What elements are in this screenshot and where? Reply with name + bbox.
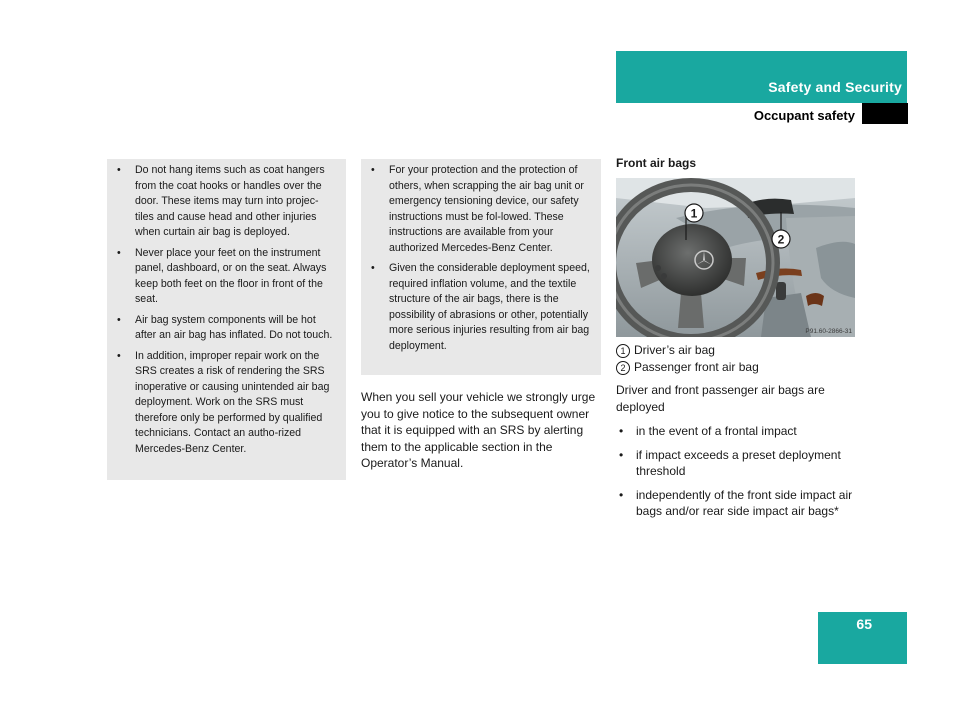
page-number: 65	[856, 616, 872, 632]
warning-item: • For your protection and the protection of others, when scrapping the air bag unit or emergency tensioning device, our safety instructions must be fol-lowed. These instructions are available from your authorized Mercedes-Benz Center.	[371, 164, 584, 254]
deployment-conditions	[616, 423, 866, 527]
warning-item: • Never place your feet on the instrument panel, dashboard, or on the seat. Always keep both feet on the floor in front of the seat.	[117, 246, 327, 305]
callout-number: 1	[616, 344, 630, 358]
condition-item: • independently of the front side impact air bags and/or rear side impact air bags*	[619, 487, 853, 518]
warning-box-left	[107, 159, 346, 480]
deployment-intro: Driver and front passenger air bags are deployed	[616, 383, 825, 414]
legend-item-passenger: 2 Passenger front air bag	[616, 359, 876, 376]
bullet-icon: •	[117, 164, 121, 176]
callout-legend	[616, 342, 876, 376]
condition-item: • if impact exceeds a preset deployment threshold	[619, 447, 841, 478]
warning-item: • In addition, improper repair work on the SRS creates a risk of rendering the SRS inoperative or causing unintended air bag deployment. Work on the SRS must therefore only be performed by qualified technicians. Contact an autho-rized Mercedes-Benz Center.	[117, 349, 330, 455]
bullet-icon: •	[117, 349, 121, 362]
warning-item: • Do not hang items such as coat hangers from the coat hooks or handles over the door. These items may turn into projec-tiles and cause head and other injuries when curtain air bag is deployed.	[117, 164, 325, 238]
section-tab-marker	[862, 103, 908, 124]
section-title: Safety and Security	[768, 79, 902, 95]
bullet-icon: •	[619, 447, 624, 462]
bullet-icon: •	[371, 262, 375, 274]
callout-2-label: 2	[777, 232, 785, 247]
bullet-icon: •	[117, 246, 121, 259]
legend-item-driver: 1 Driver’s air bag	[616, 342, 876, 359]
bullet-icon: •	[371, 164, 375, 176]
warning-item: • Air bag system components will be hot after an air bag has inflated. Do not touch.	[117, 313, 333, 341]
resale-notice: When you sell your vehicle we strongly urge you to give notice to the subsequent owner that it is equipped with an SRS by alerting them to the applicable section in the Operator’s Manual.	[361, 390, 596, 470]
dashboard-illustration	[616, 178, 855, 337]
subsection-title: Occupant safety	[753, 108, 855, 123]
condition-item: • in the event of a frontal impact	[619, 424, 797, 438]
warning-item: • Given the considerable deployment speed, required inflation volume, and the textile structure of the air bags, there is the possibility of abrasions or other, potentially more serious injuries resulting from air bag deployment.	[371, 262, 590, 352]
bullet-icon: •	[619, 487, 624, 502]
callout-number: 2	[616, 361, 630, 375]
bullet-icon: •	[619, 424, 624, 438]
warning-box-middle	[361, 159, 601, 375]
header-band	[616, 51, 907, 103]
front-air-bags-heading: Front air bags	[616, 156, 697, 170]
bullet-icon: •	[117, 313, 121, 326]
figure-code: P91.60-2866-31	[805, 328, 852, 335]
steering-wheel-airbag-image	[616, 178, 855, 337]
callout-1-label: 1	[690, 206, 698, 221]
